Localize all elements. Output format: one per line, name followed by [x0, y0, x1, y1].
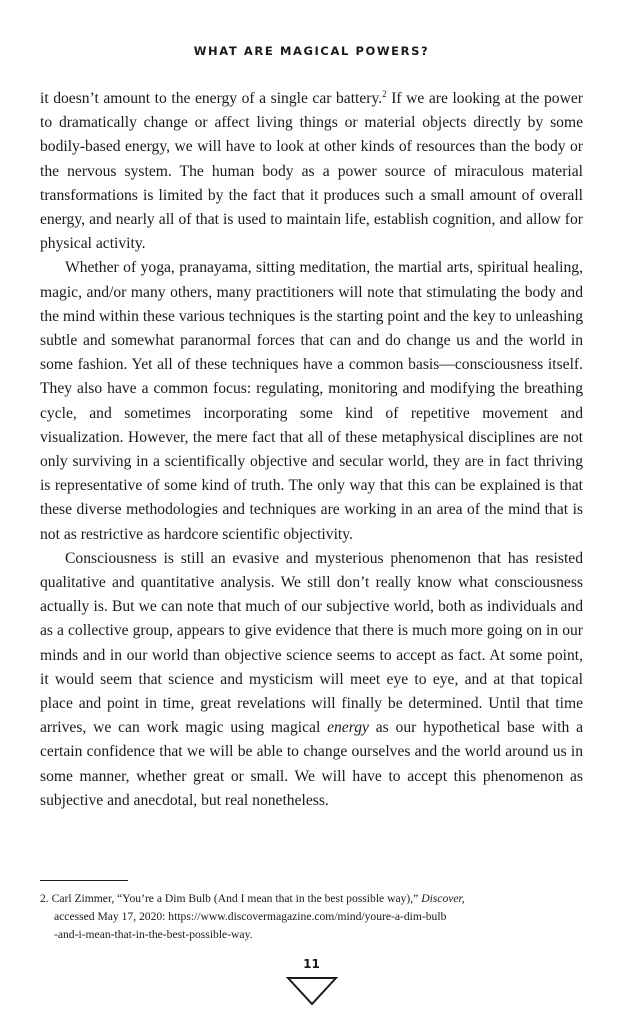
footnote-url-continuation[interactable]: -and-i-mean-that-in-the-best-possible-way. [54, 928, 253, 941]
footnote-accessed[interactable]: accessed May 17, 2020: https://www.discovermagazine.com/mind/youre-a-dim-bulb [54, 910, 447, 923]
page-triangle-icon [286, 976, 338, 1006]
footnote-divider [40, 880, 128, 881]
footnote [40, 890, 560, 944]
paragraph-1 [40, 87, 583, 256]
paragraph-3-emphasis: energy [327, 719, 369, 737]
footnote-number: 2. [40, 892, 49, 905]
paragraph-3-part-a: Consciousness is still an evasive and mysterious phenomenon that has resisted qualitative and quantitative analysis. We still don’t really know what consciousness actually is. But we can note that much of our subjective world, both as individuals and as a collective group, appears to give evidence that there is much more going on in our minds and in our world than objective science seems to accept as fact. At some point, it would seem that science and mysticism will meet eye to eye, and at that topical place and point in time, great revelations will finally be determined. Until that time arrives, we can work magic using magical [40, 549, 583, 737]
page-number: 11 [303, 957, 320, 971]
paragraph-1-text: it doesn’t amount to the energy of a single car battery. [40, 90, 383, 107]
paragraph-3 [40, 547, 583, 813]
paragraph-1-rest: If we are looking at the power to dramatically change or affect living things or material objects directly by some bodily-based energy, we will have to look at other kinds of resources than the body or the nervous system. The human body as a power source of miraculous material transformations is limited by the fact that it produces such a small amount of overall energy, and nearly all of that is used to maintain life, establish cognition, and allow for physical activity. [40, 90, 583, 253]
paragraph-2: Whether of yoga, pranayama, sitting meditation, the martial arts, spiritual healing, magic, and/or many others, many practitioners will note that stimulating the body and the mind within these various techniques is the starting point and the key to unleashing subtle and somewhat paranormal forces that can and do change us and the world in some fashion. Yet all of these techniques have a common basis—consciousness itself. They also have a common focus: regulating, monitoring and modifying the breathing cycle, and sometimes incorporating some kind of repetitive movement and visualization. However, the mere fact that all of these metaphysical disciplines are not only surviving in a scientifically objective and secular world, they are in fact thriving is representative of some kind of truth. The only way that this can be explained is that these diverse methodologies and techniques are working in an area of the mind that is not as restrictive as hardcore scientific objectivity. [40, 259, 583, 543]
footnote-source: Discover, [421, 892, 465, 905]
footnote-author: Carl Zimmer, “You’re a Dim Bulb (And I mean that in the best possible way),” [48, 892, 422, 905]
body-text [40, 87, 583, 813]
running-head: WHAT ARE MAGICAL POWERS? [193, 44, 430, 58]
paragraph-3-part-b: as our hypothetical base with a certain confidence that we will be able to change ourselves and the world around us in some manner, whether great or small. We will have to accept this phenomenon as subjective and anecdotal, but real nonetheless. [40, 719, 583, 809]
footnote-reference[interactable]: 2 [382, 89, 387, 99]
